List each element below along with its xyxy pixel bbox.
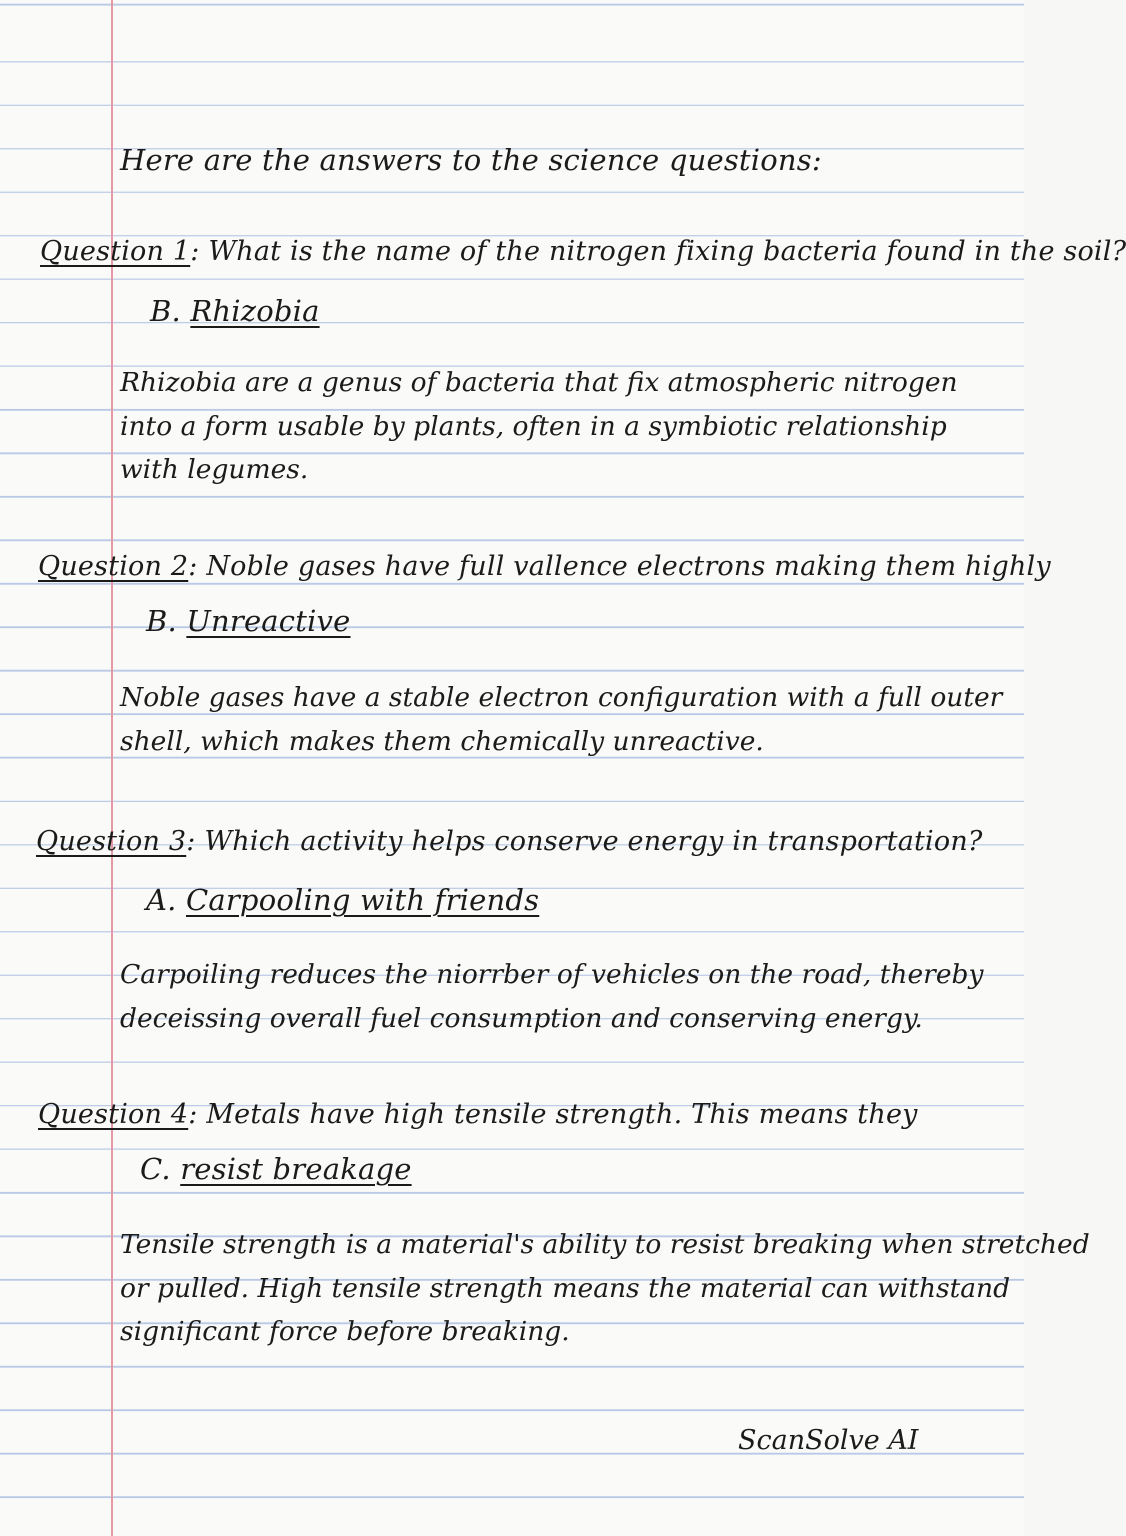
explanation-3	[120, 953, 983, 1040]
answer-4-letter: C.	[140, 1152, 171, 1186]
answer-1-text: Rhizobia	[190, 294, 320, 328]
explanation-4-line: Tensile strength is a material's ability to resist breaking when stretched	[120, 1229, 1090, 1260]
explanation-4-line: significant force before breaking.	[120, 1316, 570, 1347]
question-2-text: : Noble gases have full vallence electrons making them highly	[188, 551, 1051, 582]
question-4-label: Question 4	[38, 1099, 189, 1130]
question-3-text: : Which activity helps conserve energy in transportation?	[186, 826, 983, 857]
explanation-4-line: or pulled. High tensile strength means the material can withstand	[120, 1272, 1011, 1304]
explanation-4	[120, 1223, 1090, 1354]
question-3-label: Question 3	[36, 826, 187, 857]
intro-text: Here are the answers to the science questions:	[120, 143, 822, 177]
explanation-1	[120, 361, 958, 492]
answer-2-letter: B.	[146, 604, 177, 638]
explanation-2	[120, 676, 1002, 763]
answer-2	[146, 604, 351, 638]
answer-3	[146, 883, 539, 917]
answer-4-text: resist breakage	[180, 1152, 412, 1186]
answer-3-text: Carpooling with friends	[185, 883, 540, 917]
question-4	[38, 1099, 918, 1130]
signature: ScanSolve AI	[738, 1425, 919, 1456]
explanation-3-line: Carpoiling reduces the niorrber of vehicles on the road, thereby	[120, 959, 984, 990]
explanation-3-line: deceissing overall fuel consumption and conserving energy.	[120, 1002, 923, 1034]
explanation-1-line: Rhizobia are a genus of bacteria that fix atmospheric nitrogen	[120, 367, 958, 398]
question-4-text: : Metals have high tensile strength. This means they	[188, 1099, 918, 1130]
question-2	[38, 551, 1051, 582]
explanation-2-line: Noble gases have a stable electron configuration with a full outer	[120, 682, 1003, 713]
question-2-label: Question 2	[38, 551, 189, 582]
question-1-label: Question 1	[40, 236, 191, 267]
answer-3-letter: A.	[146, 883, 177, 917]
answer-1	[150, 294, 320, 328]
question-3	[36, 826, 983, 857]
question-1	[40, 236, 1126, 267]
answer-2-text: Unreactive	[186, 604, 351, 638]
margin-line	[111, 0, 113, 1536]
answer-4	[140, 1152, 412, 1186]
answer-1-letter: B.	[150, 294, 181, 328]
explanation-1-line: with legumes.	[120, 454, 309, 485]
explanation-2-line: shell, which makes them chemically unreactive.	[120, 725, 764, 757]
explanation-1-line: into a form usable by plants, often in a symbiotic relationship	[120, 410, 947, 442]
question-1-text: : What is the name of the nitrogen fixing bacteria found in the soil?	[190, 236, 1126, 267]
